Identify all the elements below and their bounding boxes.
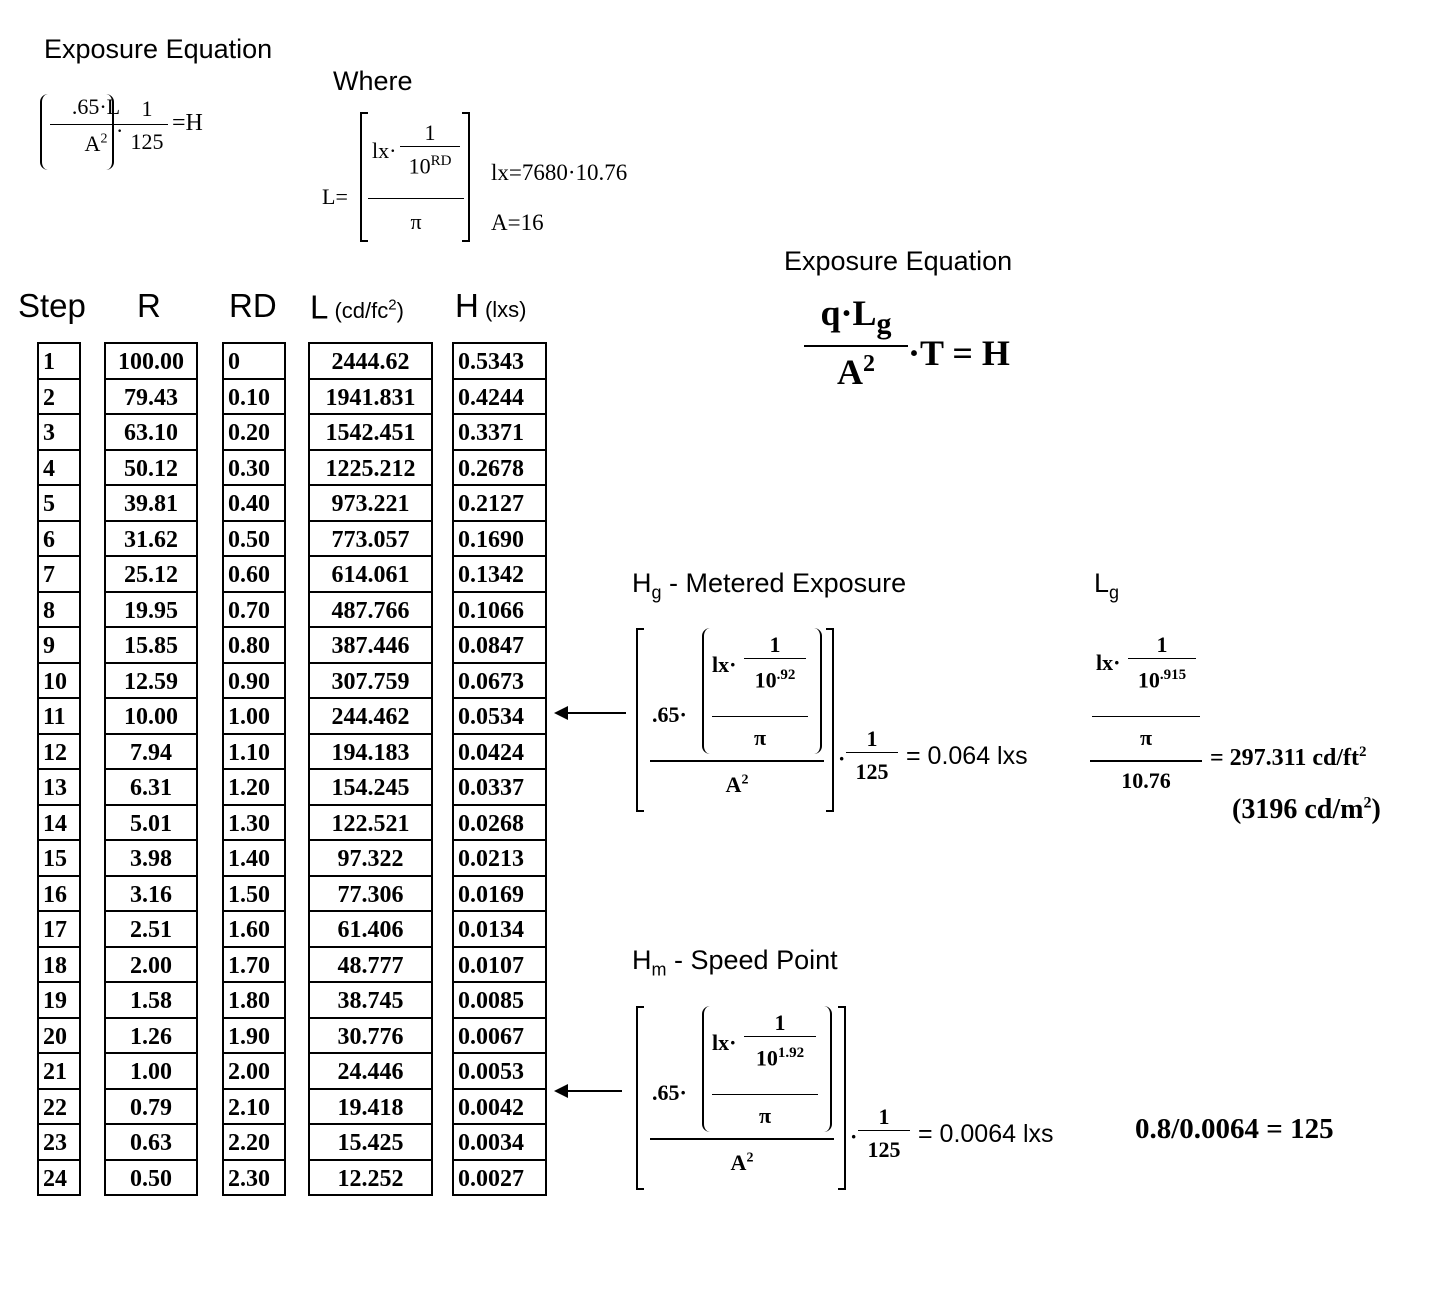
r-cell: 0.50: [106, 1161, 196, 1197]
step-cell: 24: [39, 1161, 79, 1197]
r-cell: 1.58: [106, 983, 196, 1019]
h-cell: 0.0027: [454, 1161, 545, 1197]
hg-a-exp: 2: [741, 772, 749, 788]
lg-title: [1094, 568, 1119, 603]
header-l: [310, 286, 404, 331]
l-cell: 48.777: [310, 948, 431, 984]
top-equation-title: Exposure Equation: [44, 34, 273, 64]
h-cell: 0.4244: [454, 380, 545, 416]
lg-metric: [1232, 794, 1381, 826]
rd-cell: 0.40: [224, 486, 284, 522]
l-cell: 2444.62: [310, 344, 431, 380]
h-cell: 0.1342: [454, 557, 545, 593]
r-column: [104, 342, 198, 1196]
hg-coef: .65·: [652, 702, 687, 727]
hg-lx: lx·: [712, 652, 737, 677]
step-cell: 8: [39, 593, 79, 629]
hm-mult: ·: [850, 1124, 858, 1149]
hg-pi: π: [753, 725, 767, 750]
top-eq-h: =H: [172, 110, 203, 136]
top-exposure-equation: [36, 88, 236, 180]
r-cell: 7.94: [106, 735, 196, 771]
step-cell: 19: [39, 983, 79, 1019]
rd-cell: 1.50: [224, 877, 284, 913]
right-tail: ·T = H: [908, 333, 1010, 373]
l-cell: 487.766: [310, 593, 431, 629]
r-cell: 2.51: [106, 912, 196, 948]
h-cell: 0.0053: [454, 1054, 545, 1090]
rd-cell: 2.00: [224, 1054, 284, 1090]
r-cell: 1.26: [106, 1019, 196, 1055]
h-cell: 0.0213: [454, 841, 545, 877]
hm-pi: π: [758, 1103, 772, 1128]
r-cell: 100.00: [106, 344, 196, 380]
l-cell: 773.057: [310, 522, 431, 558]
h-cell: 0.0085: [454, 983, 545, 1019]
r-cell: 10.00: [106, 699, 196, 735]
rd-cell: 1.90: [224, 1019, 284, 1055]
hg-exp: .92: [776, 667, 796, 683]
rd-cell: 1.80: [224, 983, 284, 1019]
step-cell: 21: [39, 1054, 79, 1090]
hm-equation: [636, 1006, 1086, 1192]
step-column: [37, 342, 81, 1196]
hm-a-exp: 2: [746, 1150, 754, 1166]
where-one: 1: [400, 120, 460, 147]
h-cell: 0.0673: [454, 664, 545, 700]
hm-lx: lx·: [712, 1030, 737, 1055]
l-cell: 15.425: [310, 1125, 431, 1161]
hm-result: = 0.0064 lxs: [918, 1120, 1054, 1148]
hg-k: 125: [855, 759, 889, 784]
r-cell: 3.98: [106, 841, 196, 877]
rd-cell: 1.70: [224, 948, 284, 984]
step-cell: 16: [39, 877, 79, 913]
lg-metric-close: ): [1371, 794, 1381, 825]
h-cell: 0.2127: [454, 486, 545, 522]
lg-sub: g: [1109, 582, 1120, 603]
top-den-a: A: [84, 131, 101, 156]
h-cell: 0.0042: [454, 1090, 545, 1126]
step-cell: 10: [39, 664, 79, 700]
h-cell: 0.1690: [454, 522, 545, 558]
l-cell: 19.418: [310, 1090, 431, 1126]
right-a: A: [837, 352, 863, 393]
step-cell: 13: [39, 770, 79, 806]
r-cell: 39.81: [106, 486, 196, 522]
h-cell: 0.0534: [454, 699, 545, 735]
l-cell: 38.745: [310, 983, 431, 1019]
rd-cell: 0.20: [224, 415, 284, 451]
header-r: R: [137, 287, 161, 324]
lg-metric-text: (3196 cd/m: [1232, 794, 1364, 825]
h-cell: 0.1066: [454, 593, 545, 629]
r-cell: 0.79: [106, 1090, 196, 1126]
header-l-unit: (cd/fc: [334, 298, 389, 324]
lg-pi: π: [1139, 725, 1153, 750]
lg-conv: 10.76: [1090, 760, 1202, 794]
l-cell: 97.322: [310, 841, 431, 877]
rd-cell: 1.60: [224, 912, 284, 948]
hm-one: 1: [744, 1010, 816, 1037]
arrow-to-step-10: [566, 712, 626, 714]
top-den-exp: 2: [100, 131, 108, 147]
lg-lx: lx·: [1096, 650, 1121, 675]
hm-title: [632, 945, 838, 980]
h-cell: 0.0424: [454, 735, 545, 771]
where-rd: RD: [430, 153, 452, 169]
step-cell: 1: [39, 344, 79, 380]
step-cell: 17: [39, 912, 79, 948]
rd-cell: 2.20: [224, 1125, 284, 1161]
step-cell: 5: [39, 486, 79, 522]
rd-cell: 0.30: [224, 451, 284, 487]
arrow-to-step-20: [566, 1090, 622, 1092]
hg-mult: ·: [838, 746, 846, 771]
step-cell: 3: [39, 415, 79, 451]
r-cell: 25.12: [106, 557, 196, 593]
header-l-unit-close: ): [396, 298, 404, 324]
hm-ten: 10: [755, 1045, 778, 1071]
step-cell: 23: [39, 1125, 79, 1161]
header-h-label: H: [455, 287, 479, 324]
r-cell: 12.59: [106, 664, 196, 700]
r-cell: 63.10: [106, 415, 196, 451]
header-h-unit: (lxs): [484, 297, 527, 322]
hm-sub: m: [651, 959, 667, 980]
header-rd: RD: [229, 287, 277, 324]
rd-cell: 0: [224, 344, 284, 380]
rd-cell: 0.80: [224, 628, 284, 664]
right-exposure-equation: [804, 292, 1034, 422]
lg-metric-exp: 2: [1363, 794, 1372, 812]
r-cell: 15.85: [106, 628, 196, 664]
l-cell: 1941.831: [310, 380, 431, 416]
h-cell: 0.2678: [454, 451, 545, 487]
hm-one-b: 1: [858, 1104, 910, 1131]
step-cell: 22: [39, 1090, 79, 1126]
r-cell: 1.00: [106, 1054, 196, 1090]
a-definition: A=16: [491, 210, 544, 235]
h-cell: 0.0847: [454, 628, 545, 664]
step-cell: 4: [39, 451, 79, 487]
rd-column: [222, 342, 286, 1196]
h-cell: 0.0107: [454, 948, 545, 984]
hm-coef: .65·: [652, 1080, 687, 1105]
l-cell: 387.446: [310, 628, 431, 664]
hg-a: A: [725, 772, 742, 797]
rd-cell: 1.00: [224, 699, 284, 735]
r-cell: 79.43: [106, 380, 196, 416]
hg-one: 1: [744, 632, 806, 659]
hg-title-text: - Metered Exposure: [661, 568, 907, 598]
step-cell: 20: [39, 1019, 79, 1055]
hm-exp: 1.92: [777, 1045, 805, 1061]
header-l-unit-exp: 2: [388, 297, 397, 314]
h-column: [452, 342, 547, 1196]
l-cell: 77.306: [310, 877, 431, 913]
hg-one-b: 1: [846, 726, 898, 753]
l-cell: 61.406: [310, 912, 431, 948]
rd-cell: 1.10: [224, 735, 284, 771]
rd-cell: 0.90: [224, 664, 284, 700]
r-cell: 5.01: [106, 806, 196, 842]
r-cell: 3.16: [106, 877, 196, 913]
header-step: Step: [18, 287, 86, 324]
h-cell: 0.0337: [454, 770, 545, 806]
hm-k: 125: [867, 1137, 901, 1162]
l-cell: 1542.451: [310, 415, 431, 451]
hg-equation: [636, 628, 1076, 814]
lg-one: 1: [1128, 632, 1196, 659]
l-cell: 30.776: [310, 1019, 431, 1055]
hm-a: A: [730, 1150, 747, 1175]
where-lx: lx·: [372, 138, 397, 163]
l-cell: 307.759: [310, 664, 431, 700]
hg-result: = 0.064 lxs: [906, 742, 1028, 770]
rd-cell: 2.30: [224, 1161, 284, 1197]
r-cell: 50.12: [106, 451, 196, 487]
right-g: g: [876, 307, 892, 341]
r-cell: 31.62: [106, 522, 196, 558]
rd-cell: 1.40: [224, 841, 284, 877]
lg-result-exp: 2: [1359, 744, 1367, 760]
step-cell: 11: [39, 699, 79, 735]
l-cell: 12.252: [310, 1161, 431, 1197]
rd-cell: 1.30: [224, 806, 284, 842]
l-cell: 614.061: [310, 557, 431, 593]
lx-definition: lx=7680·10.76: [491, 160, 628, 185]
hm-title-text: - Speed Point: [666, 945, 838, 975]
header-h: [455, 286, 527, 330]
step-cell: 12: [39, 735, 79, 771]
h-cell: 0.0034: [454, 1125, 545, 1161]
l-cell: 122.521: [310, 806, 431, 842]
r-cell: 2.00: [106, 948, 196, 984]
step-cell: 6: [39, 522, 79, 558]
l-cell: 24.446: [310, 1054, 431, 1090]
rd-cell: 0.50: [224, 522, 284, 558]
l-cell: 194.183: [310, 735, 431, 771]
h-cell: 0.3371: [454, 415, 545, 451]
step-cell: 15: [39, 841, 79, 877]
r-cell: 6.31: [106, 770, 196, 806]
where-ten: 10: [408, 153, 431, 179]
rd-cell: 0.10: [224, 380, 284, 416]
step-cell: 9: [39, 628, 79, 664]
l-cell: 154.245: [310, 770, 431, 806]
rd-cell: 2.10: [224, 1090, 284, 1126]
step-cell: 18: [39, 948, 79, 984]
top-k: 125: [130, 129, 164, 154]
step-cell: 2: [39, 380, 79, 416]
step-cell: 7: [39, 557, 79, 593]
hg-title: [632, 568, 906, 603]
speed-calculation: 0.8/0.0064 = 125: [1135, 1113, 1334, 1145]
lg-equation: [1090, 632, 1420, 802]
right-equation-title: Exposure Equation: [784, 246, 1013, 276]
lg-ten: 10: [1137, 667, 1160, 693]
h-cell: 0.0067: [454, 1019, 545, 1055]
h-cell: 0.0169: [454, 877, 545, 913]
lg-exp: .915: [1159, 667, 1187, 683]
right-a-exp: 2: [863, 351, 875, 378]
l-cell: 973.221: [310, 486, 431, 522]
rd-cell: 0.60: [224, 557, 284, 593]
top-one: 1: [126, 96, 168, 125]
right-q-l: q·L: [820, 293, 877, 333]
h-cell: 0.0268: [454, 806, 545, 842]
h-cell: 0.5343: [454, 344, 545, 380]
hg-h: H: [632, 568, 652, 598]
l-cell: 1225.212: [310, 451, 431, 487]
where-pi: π: [410, 209, 422, 234]
hg-ten: 10: [754, 667, 777, 693]
rd-cell: 0.70: [224, 593, 284, 629]
lg-result: = 297.311 cd/ft: [1210, 745, 1360, 771]
hg-sub: g: [651, 582, 662, 603]
header-l-label: L: [310, 288, 329, 326]
rd-cell: 1.20: [224, 770, 284, 806]
where-l-definition: [322, 112, 482, 244]
lg-l: L: [1094, 568, 1110, 598]
hm-h: H: [632, 945, 652, 975]
where-title: Where: [333, 66, 413, 96]
h-cell: 0.0134: [454, 912, 545, 948]
top-num: .65·L: [71, 94, 121, 119]
l-cell: 244.462: [310, 699, 431, 735]
r-cell: 19.95: [106, 593, 196, 629]
step-cell: 14: [39, 806, 79, 842]
where-l-label: L=: [322, 184, 348, 209]
top-mult: ·: [116, 118, 124, 143]
l-column: [308, 342, 433, 1196]
r-cell: 0.63: [106, 1125, 196, 1161]
